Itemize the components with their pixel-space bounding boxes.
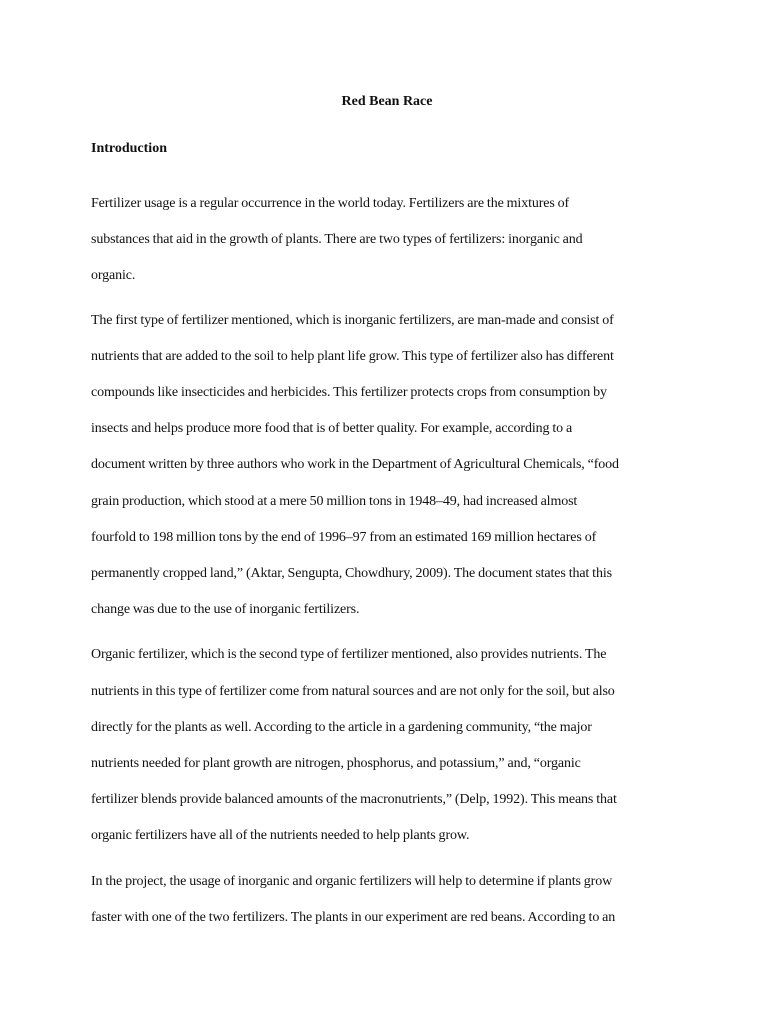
text-line: grain production, which stood at a mere 50 million tons in 1948–49, had increased almost [91,493,578,509]
paragraph [91,186,683,295]
text-line: change was due to the use of inorganic fertilizers. [91,602,360,618]
text-line: directly for the plants as well. According to the article in a gardening community, “the major [91,719,592,735]
text-line: nutrients needed for plant growth are nitrogen, phosphorus, and potassium,” and, “organic [91,756,581,772]
text-line: compounds like insecticides and herbicides. This fertilizer protects crops from consumption by [91,385,607,401]
text-line: insects and helps produce more food that is of better quality. For example, according to a [91,421,573,437]
text-line: document written by three authors who work in the Department of Agricultural Chemicals, “food [91,457,619,473]
paragraph [91,637,683,854]
text-line: organic fertilizers have all of the nutrients needed to help plants grow. [91,828,470,844]
paragraph [91,864,683,936]
paragraph [91,303,683,629]
text-line: faster with one of the two fertilizers. The plants in our experiment are red beans. According to an [91,909,616,925]
text-line: The first type of fertilizer mentioned, which is inorganic fertilizers, are man-made and consist of [91,312,614,328]
text-line: substances that aid in the growth of plants. There are two types of fertilizers: inorganic and [91,232,583,248]
text-line: Organic fertilizer, which is the second type of fertilizer mentioned, also provides nutrients. The [91,647,607,663]
text-line: nutrients that are added to the soil to help plant life grow. This type of fertilizer also has different [91,348,614,364]
document-body [91,92,683,936]
section-heading-introduction: Introduction [91,141,167,156]
text-line: permanently cropped land,” (Aktar, Sengupta, Chowdhury, 2009). The document states that this [91,566,612,582]
text-line: nutrients in this type of fertilizer come from natural sources and are not only for the soil, but also [91,683,615,699]
text-line: fertilizer blends provide balanced amounts of the macronutrients,” (Delp, 1992). This means that [91,792,617,808]
text-line: organic. [91,268,136,284]
text-line: In the project, the usage of inorganic and organic fertilizers will help to determine if plants grow [91,873,613,889]
document-title: Red Bean Race [341,94,433,109]
text-line: Fertilizer usage is a regular occurrence in the world today. Fertilizers are the mixtures of [91,196,570,211]
text-line: fourfold to 198 million tons by the end of 1996–97 from an estimated 169 million hectares of [91,529,597,545]
